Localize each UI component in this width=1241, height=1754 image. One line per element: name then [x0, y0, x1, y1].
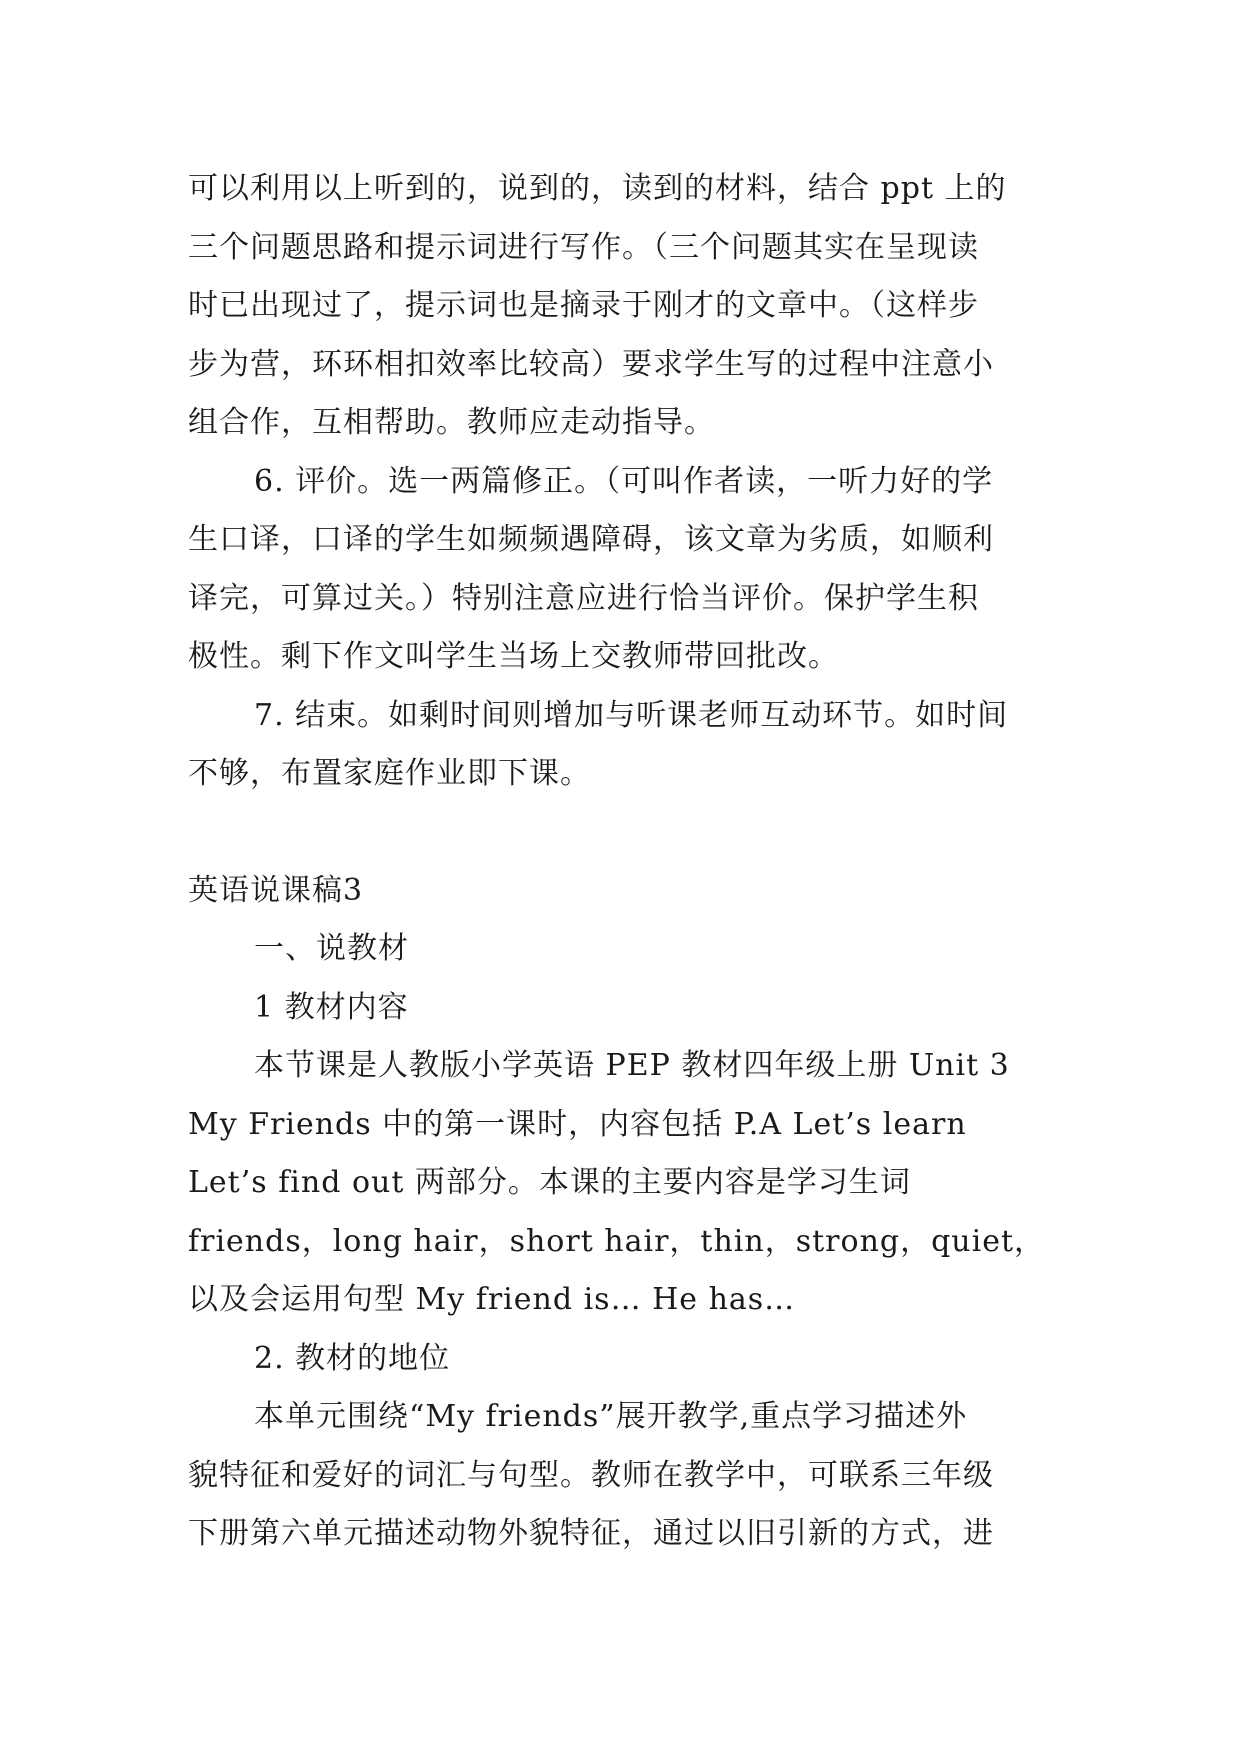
text-line: 译完，可算过关。）特别注意应进行恰当评价。保护学生积 [188, 580, 979, 616]
text-line: 7. 结束。如剩时间则增加与听课老师互动环节。如时间 [254, 697, 1009, 733]
step-6-evaluation-paragraph [188, 453, 1068, 687]
text-line: 三个问题思路和提示词进行写作。（三个问题其实在呈现读 [188, 229, 979, 265]
text-line: 时已出现过了，提示词也是摘录于刚才的文章中。（这样步 [188, 288, 979, 323]
text-line: 下册第六单元描述动物外貌特征，通过以旧引新的方式，进 [188, 1516, 994, 1551]
heading-teaching-material: 一、说教材 [254, 931, 409, 966]
step-7-ending-paragraph [188, 687, 1068, 804]
document-body [188, 160, 1068, 1564]
text-line: 本节课是人教版小学英语 PEP 教材四年级上册 Unit 3 [254, 1048, 1010, 1083]
text-line: My Friends 中的第一课时，内容包括 P.A Let’s learn [188, 1106, 967, 1142]
section-title: 英语说课稿3 [188, 872, 364, 908]
text-line: 不够，布置家庭作业即下课。 [188, 756, 591, 791]
text-line: 以及会运用句型 My friend is… He has… [188, 1282, 796, 1317]
text-line: Let’s find out 两部分。本课的主要内容是学习生词 [188, 1165, 911, 1200]
text-line: 6. 评价。选一两篇修正。（可叫作者读，一听力好的学 [254, 463, 994, 499]
writing-task-paragraph [188, 160, 1068, 453]
material-position-paragraph [188, 1388, 1068, 1564]
subheading-material-position: 2. 教材的地位 [254, 1340, 451, 1376]
text-line: 步为营，环环相扣效率比较高）要求学生写的过程中注意小 [188, 346, 994, 382]
text-line: 貌特征和爱好的词汇与句型。教师在教学中，可联系三年级 [188, 1457, 994, 1493]
text-line: 本单元围绕“My friends”展开教学,重点学习描述外 [254, 1399, 968, 1434]
subheading-material-content: 1 教材内容 [254, 989, 409, 1025]
text-line: 组合作，互相帮助。教师应走动指导。 [188, 405, 715, 440]
section-spacer [188, 804, 1068, 862]
text-line: 极性。剩下作文叫学生当场上交教师带回批改。 [188, 639, 839, 674]
material-content-paragraph [188, 1037, 1068, 1330]
text-line: 可以利用以上听到的，说到的，读到的材料，结合 ppt 上的 [188, 171, 1007, 206]
text-line: friends，long hair，short hair，thin，strong，quiet， [188, 1223, 1046, 1259]
text-line: 生口译，口译的学生如频频遇障碍，该文章为劣质，如顺利 [188, 522, 994, 557]
